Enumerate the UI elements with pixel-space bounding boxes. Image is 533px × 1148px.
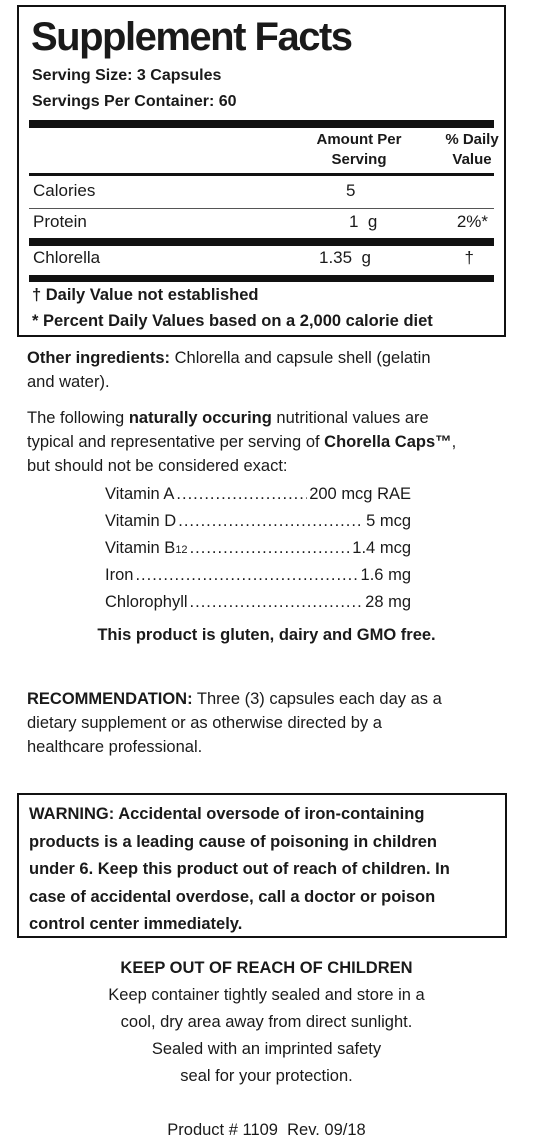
- thick-divider: [29, 238, 494, 246]
- vitamin-value: 28 mg: [365, 593, 411, 611]
- recommendation: [27, 687, 522, 759]
- leader-dots: [190, 539, 351, 563]
- percent-dv-footnote: * Percent Daily Values based on a 2,000 calorie diet: [32, 312, 433, 330]
- vitamin-name: Iron: [105, 566, 134, 584]
- header-divider: [29, 173, 494, 176]
- storage-line: Sealed with an imprinted safety: [151, 1040, 382, 1058]
- recommendation-text: healthcare professional.: [27, 738, 203, 756]
- vitamin-value: 5 mcg: [366, 512, 411, 530]
- vitamin-name: Chlorophyll: [105, 593, 188, 611]
- dagger-footnote: † Daily Value not established: [32, 286, 259, 304]
- warning-line: products is a leading cause of poisoning in children: [29, 832, 437, 851]
- row-divider: [29, 208, 494, 209]
- warning-box: [17, 793, 507, 938]
- nutritional-text: but should not be considered exact:: [27, 457, 288, 475]
- naturally-occuring-bold: naturally occuring: [128, 409, 272, 427]
- nutritional-text: typical and representative per serving of: [27, 433, 325, 451]
- vitamin-value: 1.6 mg: [360, 566, 411, 584]
- calories-label: Calories: [33, 181, 96, 200]
- vitamin-subscript: 12: [175, 544, 188, 556]
- vitamin-row: [105, 593, 411, 617]
- vitamin-name: Vitamin A: [105, 485, 175, 503]
- recommendation-text: Three (3) capsules each day as a: [192, 690, 442, 708]
- allergen-free-statement: This product is gluten, dairy and GMO free.: [97, 626, 436, 644]
- leader-dots: [135, 566, 358, 590]
- product-number: Product # 1109 Rev. 09/18: [167, 1121, 366, 1139]
- amount-per-serving-header: [309, 130, 409, 170]
- storage-line: Keep container tightly sealed and store in a: [108, 986, 425, 1004]
- thick-divider: [29, 275, 494, 282]
- dv-header-line2: Value: [452, 151, 492, 168]
- facts-title: Supplement Facts: [31, 15, 352, 59]
- chlorella-amount: 1.35 g: [319, 248, 371, 267]
- amount-header-line1: Amount Per: [316, 131, 402, 148]
- supplement-facts-panel: [17, 5, 506, 337]
- dv-header-line1: % Daily: [445, 131, 499, 148]
- nutritional-statement: [27, 406, 522, 478]
- calories-amount: 5: [346, 181, 356, 200]
- leader-dots: [190, 593, 364, 617]
- nutritional-text: The following: [27, 409, 129, 427]
- amount-header-line2: Serving: [331, 151, 387, 168]
- vitamin-row: [105, 566, 411, 590]
- protein-dv: 2%*: [456, 212, 488, 231]
- storage-line: seal for your protection.: [180, 1067, 353, 1085]
- storage-line: cool, dry area away from direct sunlight.: [120, 1013, 413, 1031]
- recommendation-label: RECOMMENDATION:: [27, 690, 193, 708]
- protein-amount: 1 g: [349, 212, 378, 231]
- vitamin-row: [105, 485, 411, 509]
- thick-divider: [29, 120, 494, 128]
- chlorella-dv: †: [464, 248, 474, 267]
- leader-dots: [178, 512, 364, 536]
- warning-line: case of accidental overdose, call a doctor or poison: [29, 887, 436, 906]
- vitamin-row: [105, 512, 411, 536]
- other-ingredients: [27, 346, 522, 394]
- nutritional-text: nutritional values are: [271, 409, 429, 427]
- nutritional-text: ,: [451, 433, 457, 451]
- vitamin-value: 1.4 mcg: [352, 539, 411, 557]
- leader-dots: [176, 485, 307, 509]
- warning-line: control center immediately.: [29, 915, 243, 933]
- vitamin-name: Vitamin D: [105, 512, 177, 530]
- warning-line: WARNING: Accidental oversode of iron-containing: [29, 805, 425, 823]
- recommendation-text: dietary supplement or as otherwise directed by a: [27, 714, 382, 732]
- vitamin-row: [105, 539, 411, 563]
- serving-size: Serving Size: 3 Capsules: [32, 67, 222, 84]
- product-name-bold: Chorella Caps™: [324, 433, 452, 451]
- protein-label: Protein: [33, 212, 87, 231]
- warning-line: under 6. Keep this product out of reach of children. In: [29, 860, 450, 878]
- keep-out-of-reach-heading: KEEP OUT OF REACH OF CHILDREN: [120, 959, 413, 977]
- other-ingredients-text-2: and water).: [27, 373, 110, 391]
- other-ingredients-text: Chlorella and capsule shell (gelatin: [170, 349, 431, 367]
- daily-value-header: [437, 130, 507, 170]
- other-ingredients-label: Other ingredients:: [27, 349, 171, 367]
- chlorella-label: Chlorella: [33, 248, 101, 267]
- servings-per-container: Servings Per Container: 60: [32, 93, 237, 110]
- vitamin-name: Vitamin B: [105, 539, 176, 557]
- vitamin-value: 200 mcg RAE: [309, 485, 411, 503]
